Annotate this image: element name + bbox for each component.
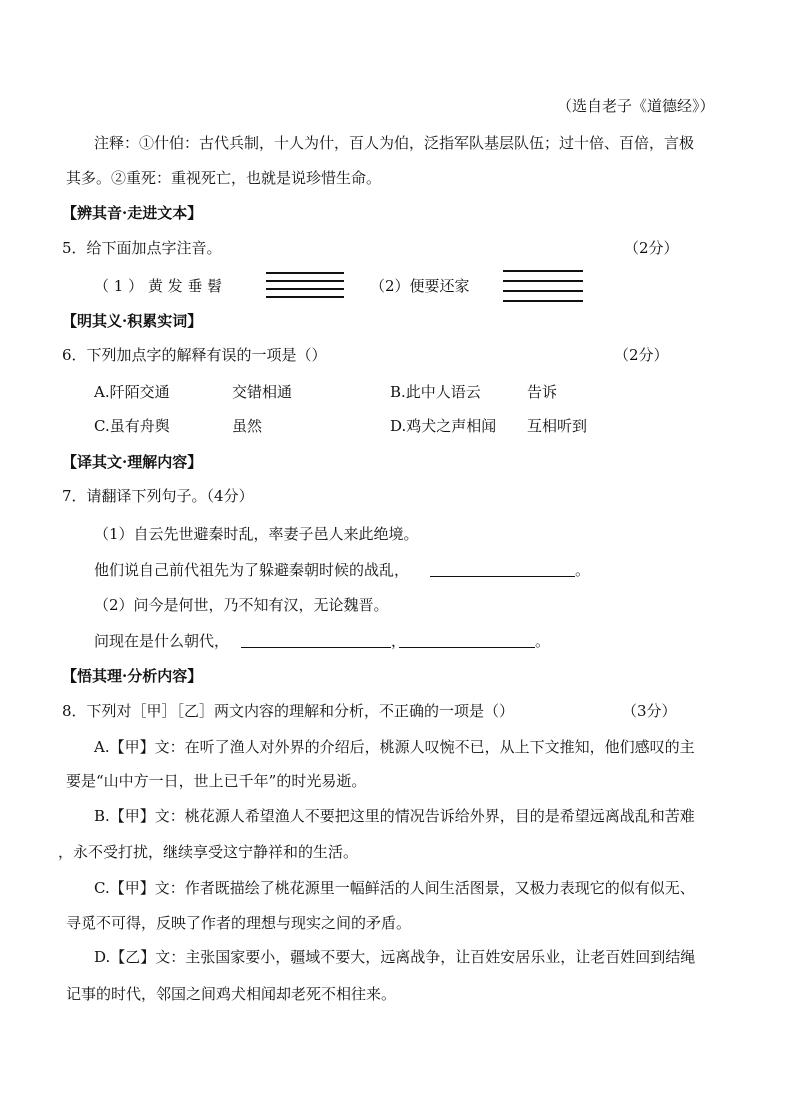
q6-stem: 6．下列加点字的解释有误的一项是（） <box>62 346 327 364</box>
q7-sentence-2: （2）问今是何世，乃不知有汉，无论魏晋。 <box>94 596 389 614</box>
q7-answer-blank-2b[interactable] <box>399 647 535 648</box>
q8-option-d-line-1: D.【乙】文：主张国家要小，疆域不要大，远离战争，让百姓安居乐业，让老百姓回到结绳 <box>94 948 696 966</box>
note-line-2: 其多。②重死：重视死亡，也就是说珍惜生命。 <box>66 169 382 187</box>
q7-translation-2-end: 。 <box>535 632 551 650</box>
q6-option-b-definition: 告诉 <box>527 383 558 401</box>
q6-option-d: D.鸡犬之声相闻 <box>390 417 497 435</box>
q8-option-c-line-1: C.【甲】文：作者既描绘了桃花源里一幅鲜活的人间生活图景，又极力表现它的似有似无、 <box>94 879 695 897</box>
q8-score: （3分） <box>622 702 677 720</box>
q6-option-c-definition: 虽然 <box>232 417 263 435</box>
q8-option-d-line-2: 记事的时代，邻国之间鸡犬相闻却老死不相往来。 <box>66 985 397 1003</box>
q7-translation-1-end: 。 <box>575 561 591 579</box>
q8-option-b-line-1: B.【甲】文：桃花源人希望渔人不要把这里的情况告诉给外界，目的是希望远离战乱和苦难 <box>94 807 695 825</box>
q5-score: （2分） <box>624 239 679 257</box>
q5-item-1: （ 1 ） 黄 发 垂 髫 <box>94 277 223 295</box>
q6-option-a: A.阡陌交通 <box>94 383 170 401</box>
q6-option-c: C.虽有舟舆 <box>94 417 170 435</box>
note-line-1: 注释：①什伯：古代兵制，十人为什，百人为伯，泛指军队基层队伍；过十倍、百倍，言极 <box>94 134 695 152</box>
q7-translation-2-comma: ， <box>391 632 407 650</box>
q6-score: （2分） <box>614 346 669 364</box>
section-heading-meaning: 【明其义·积累实词】 <box>62 312 203 330</box>
q8-option-c-line-2: 寻觅不可得，反映了作者的理想与现实之间的矛盾。 <box>66 914 412 932</box>
q7-translation-1: 他们说自己前代祖先为了躲避秦朝时候的战乱， <box>94 561 410 579</box>
q8-option-a-line-1: A.【甲】文：在听了渔人对外界的介绍后，桃源人叹惋不已，从上下文推知，他们感叹的主 <box>94 738 695 756</box>
q5-answer-box-1[interactable] <box>266 272 344 298</box>
q7-answer-blank-1[interactable] <box>430 576 575 577</box>
q8-option-a-line-2: 要是“山中方一日，世上已千年”的时光易逝。 <box>66 772 367 790</box>
q6-option-d-definition: 互相听到 <box>527 417 588 435</box>
q7-sentence-1: （1）自云先世避秦时乱，率妻子邑人来此绝境。 <box>94 525 419 543</box>
q6-option-b: B.此中人语云 <box>390 383 481 401</box>
q7-translation-2: 问现在是什么朝代， <box>94 632 230 650</box>
q5-answer-box-2[interactable] <box>503 270 583 304</box>
section-heading-translation: 【译其文·理解内容】 <box>62 453 203 471</box>
q5-stem: 5．给下面加点字注音。 <box>62 239 222 257</box>
section-heading-pronunciation: 【辨其音·走进文本】 <box>62 204 203 222</box>
section-heading-analysis: 【悟其理·分析内容】 <box>62 667 203 685</box>
source-citation: （选自老子《道德经》） <box>557 97 715 115</box>
q7-stem: 7．请翻译下列句子。（4分） <box>62 487 254 505</box>
q8-stem: 8．下列对［甲］［乙］两文内容的理解和分析，不正确的一项是（） <box>62 702 515 720</box>
q8-option-b-line-2: ，永不受打扰，继续享受这宁静祥和的生活。 <box>58 843 359 861</box>
q6-option-a-definition: 交错相通 <box>232 383 293 401</box>
q5-item-2: （2）便要还家 <box>370 277 470 295</box>
q7-answer-blank-2a[interactable] <box>241 647 391 648</box>
